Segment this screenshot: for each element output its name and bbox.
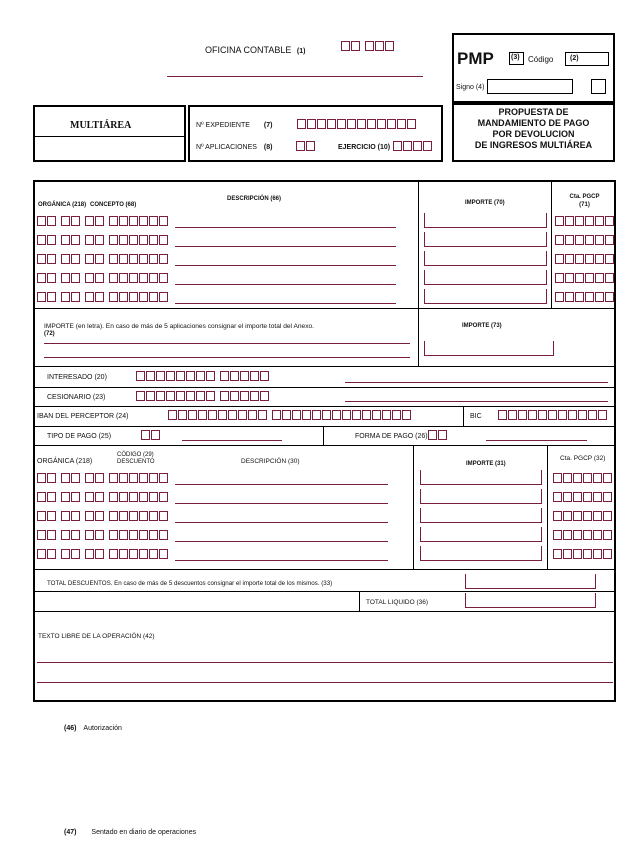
descuentos-descripcion-header: DESCRIPCIÓN (30) — [241, 458, 300, 465]
expediente-num: (7) — [263, 122, 273, 129]
form-title — [454, 107, 613, 151]
descuentos-codigo-text: CÓDIGO (29) — [117, 452, 154, 458]
total-descuentos-field[interactable] — [465, 574, 596, 589]
organica-boxes[interactable] — [37, 549, 109, 560]
descripcion-line[interactable] — [175, 246, 396, 247]
cesionario-name-line[interactable] — [345, 401, 608, 402]
aplicaciones-col-divider-2 — [551, 182, 552, 308]
importe-letra-bottom — [35, 366, 614, 367]
texto-libre-line-2[interactable] — [37, 682, 613, 683]
descripcion-line[interactable] — [175, 560, 388, 561]
descripcion-line[interactable] — [175, 284, 396, 285]
importe-field[interactable] — [420, 489, 542, 504]
iban-boxes[interactable] — [168, 410, 416, 421]
descripcion-line[interactable] — [175, 303, 396, 304]
aplicaciones-cta-text: Cta. PGCP — [569, 194, 600, 200]
cta-boxes[interactable] — [553, 549, 613, 560]
codigo-boxes[interactable] — [109, 530, 169, 541]
descripcion-line[interactable] — [175, 522, 388, 523]
autorizacion-label — [64, 725, 122, 732]
cta-boxes[interactable] — [555, 235, 615, 246]
importe-letra-label: IMPORTE (en letra). En caso de más de 5 aplicaciones consignar el importe total del Anexo. — [44, 323, 314, 330]
descripcion-line[interactable] — [175, 227, 396, 228]
title-line-4: DE INGRESOS MULTIÁREA — [474, 140, 593, 150]
importe-field[interactable] — [420, 527, 542, 542]
oficina-underline — [167, 76, 423, 77]
cesionario-label — [47, 394, 105, 401]
descripcion-line[interactable] — [175, 484, 388, 485]
multiarea-divider — [35, 136, 184, 137]
importe-field[interactable] — [424, 289, 547, 304]
cta-boxes[interactable] — [555, 273, 615, 284]
total-liquido-bottom — [35, 611, 614, 612]
importe-field[interactable] — [424, 213, 547, 228]
ejercicio-label: EJERCICIO (10) — [338, 144, 391, 151]
cesionario-text: CESIONARIO (23) — [47, 394, 106, 401]
descuentos-col-divider-2 — [547, 445, 548, 569]
cta-boxes[interactable] — [555, 254, 615, 265]
interesado-name-line[interactable] — [345, 382, 608, 383]
total-descuentos-bottom — [35, 591, 614, 592]
aplicaciones-importe-header: IMPORTE (70) — [465, 200, 505, 206]
importe-field[interactable] — [424, 251, 547, 266]
cta-boxes[interactable] — [555, 292, 615, 303]
cta-boxes[interactable] — [553, 492, 613, 503]
autorizacion-num: (46) — [64, 725, 77, 732]
importe-73-field[interactable] — [424, 341, 554, 356]
organica-boxes[interactable] — [37, 254, 109, 265]
descuentos-codigo-header — [117, 452, 155, 466]
total-descuentos-label: TOTAL DESCUENTOS. En caso de más de 5 descuentos consignar el importe total de los mismos. (33) — [47, 580, 333, 587]
organica-boxes[interactable] — [37, 235, 109, 246]
organica-boxes[interactable] — [37, 292, 109, 303]
importe-field[interactable] — [420, 546, 542, 561]
iban-bic-divider — [463, 406, 464, 426]
oficina-contable-boxes[interactable] — [341, 41, 399, 52]
concepto-boxes[interactable] — [109, 254, 169, 265]
forma-pago-boxes[interactable] — [428, 430, 448, 441]
iban-bottom — [35, 426, 614, 427]
codigo-label: Código — [528, 55, 554, 64]
interesado-text: INTERESADO (20) — [47, 374, 107, 381]
texto-libre-label: TEXTO LIBRE DE LA OPERACIÓN (42) — [38, 633, 155, 640]
cesionario-boxes[interactable] — [136, 391, 274, 402]
bic-label: BIC — [470, 413, 482, 420]
descripcion-line[interactable] — [175, 265, 396, 266]
codigo-boxes[interactable] — [109, 492, 169, 503]
oficina-num: (1) — [296, 48, 306, 55]
importe-letra-divider — [418, 308, 419, 366]
forma-pago-label: FORMA DE PAGO (26) — [355, 433, 428, 440]
organica-boxes[interactable] — [37, 492, 109, 503]
title-line-1: PROPUESTA DE — [498, 107, 569, 117]
aplicaciones-boxes[interactable] — [296, 141, 316, 152]
tipo-pago-line[interactable] — [182, 440, 282, 441]
cta-boxes[interactable] — [553, 511, 613, 522]
expediente-box — [188, 105, 443, 162]
aplicaciones-bottom — [35, 308, 614, 309]
total-liquido-field[interactable] — [465, 593, 596, 608]
cta-boxes[interactable] — [555, 216, 615, 227]
descuentos-bottom — [35, 569, 614, 570]
total-liquido-divider — [359, 591, 360, 611]
title-line-3: POR DEVOLUCION — [492, 129, 575, 139]
organica-boxes[interactable] — [37, 473, 109, 484]
sentado-text: Sentado en diario de operaciones — [91, 829, 197, 836]
descuentos-descuento-text: DESCUENTO — [117, 459, 155, 465]
concepto-boxes[interactable] — [109, 292, 169, 303]
expediente-label — [196, 122, 272, 129]
descuentos-importe-header: IMPORTE (31) — [466, 461, 506, 467]
aplicaciones-label — [196, 144, 272, 151]
autorizacion-text: Autorización — [83, 725, 122, 732]
cta-boxes[interactable] — [553, 473, 613, 484]
concepto-boxes[interactable] — [109, 235, 169, 246]
organica-boxes[interactable] — [37, 530, 109, 541]
codigo-num: (2) — [570, 55, 579, 62]
multiarea-box — [33, 105, 186, 162]
organica-boxes[interactable] — [37, 511, 109, 522]
aplicaciones-concepto-header: CONCEPTO (68) — [90, 202, 137, 208]
expediente-boxes[interactable] — [297, 119, 417, 130]
descuentos-cta-header: Cta. PGCP (32) — [560, 455, 606, 462]
interesado-bottom — [35, 387, 614, 388]
interesado-boxes[interactable] — [136, 371, 274, 382]
concepto-boxes[interactable] — [109, 216, 169, 227]
importe-73-label: IMPORTE (73) — [462, 323, 502, 329]
importe-field[interactable] — [420, 508, 542, 523]
codigo-boxes[interactable] — [109, 473, 169, 484]
sentado-label — [64, 829, 196, 836]
expediente-text: Nº EXPEDIENTE — [196, 122, 250, 129]
aplicaciones-cta-header — [555, 193, 614, 209]
importe-field[interactable] — [424, 232, 547, 247]
tipo-pago-boxes[interactable] — [141, 430, 161, 441]
signo-label: Signo (4) — [456, 84, 485, 91]
pmp-num: (3) — [511, 54, 520, 61]
interesado-label — [47, 374, 107, 381]
aplicaciones-text: Nº APLICACIONES — [196, 144, 257, 151]
importe-field[interactable] — [420, 470, 542, 485]
descripcion-line[interactable] — [175, 503, 388, 504]
multiarea-label: MULTIÁREA — [70, 120, 132, 131]
organica-boxes[interactable] — [37, 216, 109, 227]
tipo-forma-divider — [323, 426, 324, 445]
pmp-label: PMP — [457, 49, 494, 68]
aplicaciones-organica-header: ORGÁNICA (218) — [38, 202, 87, 208]
signo-check[interactable] — [591, 79, 606, 94]
concepto-boxes[interactable] — [109, 273, 169, 284]
importe-field[interactable] — [424, 270, 547, 285]
importe-letra-line-2[interactable] — [44, 357, 410, 358]
importe-letra-num: (72) — [44, 331, 55, 337]
total-liquido-label: TOTAL LIQUIDO (36) — [366, 599, 429, 606]
pago-bottom — [35, 445, 614, 446]
sentado-num: (47) — [64, 829, 77, 836]
bic-boxes[interactable] — [498, 410, 608, 421]
oficina-label-text: OFICINA CONTABLE — [205, 45, 292, 55]
aplicaciones-num: (8) — [263, 144, 273, 151]
aplicaciones-cta-num: (71) — [579, 202, 590, 208]
codigo-boxes[interactable] — [109, 511, 169, 522]
aplicaciones-descripcion-header: DESCRIPCIÓN (66) — [227, 196, 282, 202]
codigo-boxes[interactable] — [109, 549, 169, 560]
texto-libre-line-1[interactable] — [37, 662, 613, 663]
iban-label: IBAN DEL PERCEPTOR (24) — [37, 413, 129, 420]
oficina-contable-label — [205, 45, 305, 55]
descuentos-organica-header: ORGÁNICA (218) — [37, 458, 93, 465]
signo-field[interactable] — [487, 79, 573, 94]
title-line-2: MANDAMIENTO DE PAGO — [477, 118, 590, 128]
cta-boxes[interactable] — [553, 530, 613, 541]
descuentos-col-divider-1 — [413, 445, 414, 569]
aplicaciones-col-divider-1 — [418, 182, 419, 308]
cesionario-bottom — [35, 406, 614, 407]
importe-letra-line-1[interactable] — [44, 343, 410, 344]
forma-pago-line[interactable] — [486, 440, 587, 441]
descripcion-line[interactable] — [175, 541, 388, 542]
organica-boxes[interactable] — [37, 273, 109, 284]
tipo-pago-label: TIPO DE PAGO (25) — [47, 433, 112, 440]
ejercicio-boxes[interactable] — [393, 141, 433, 152]
